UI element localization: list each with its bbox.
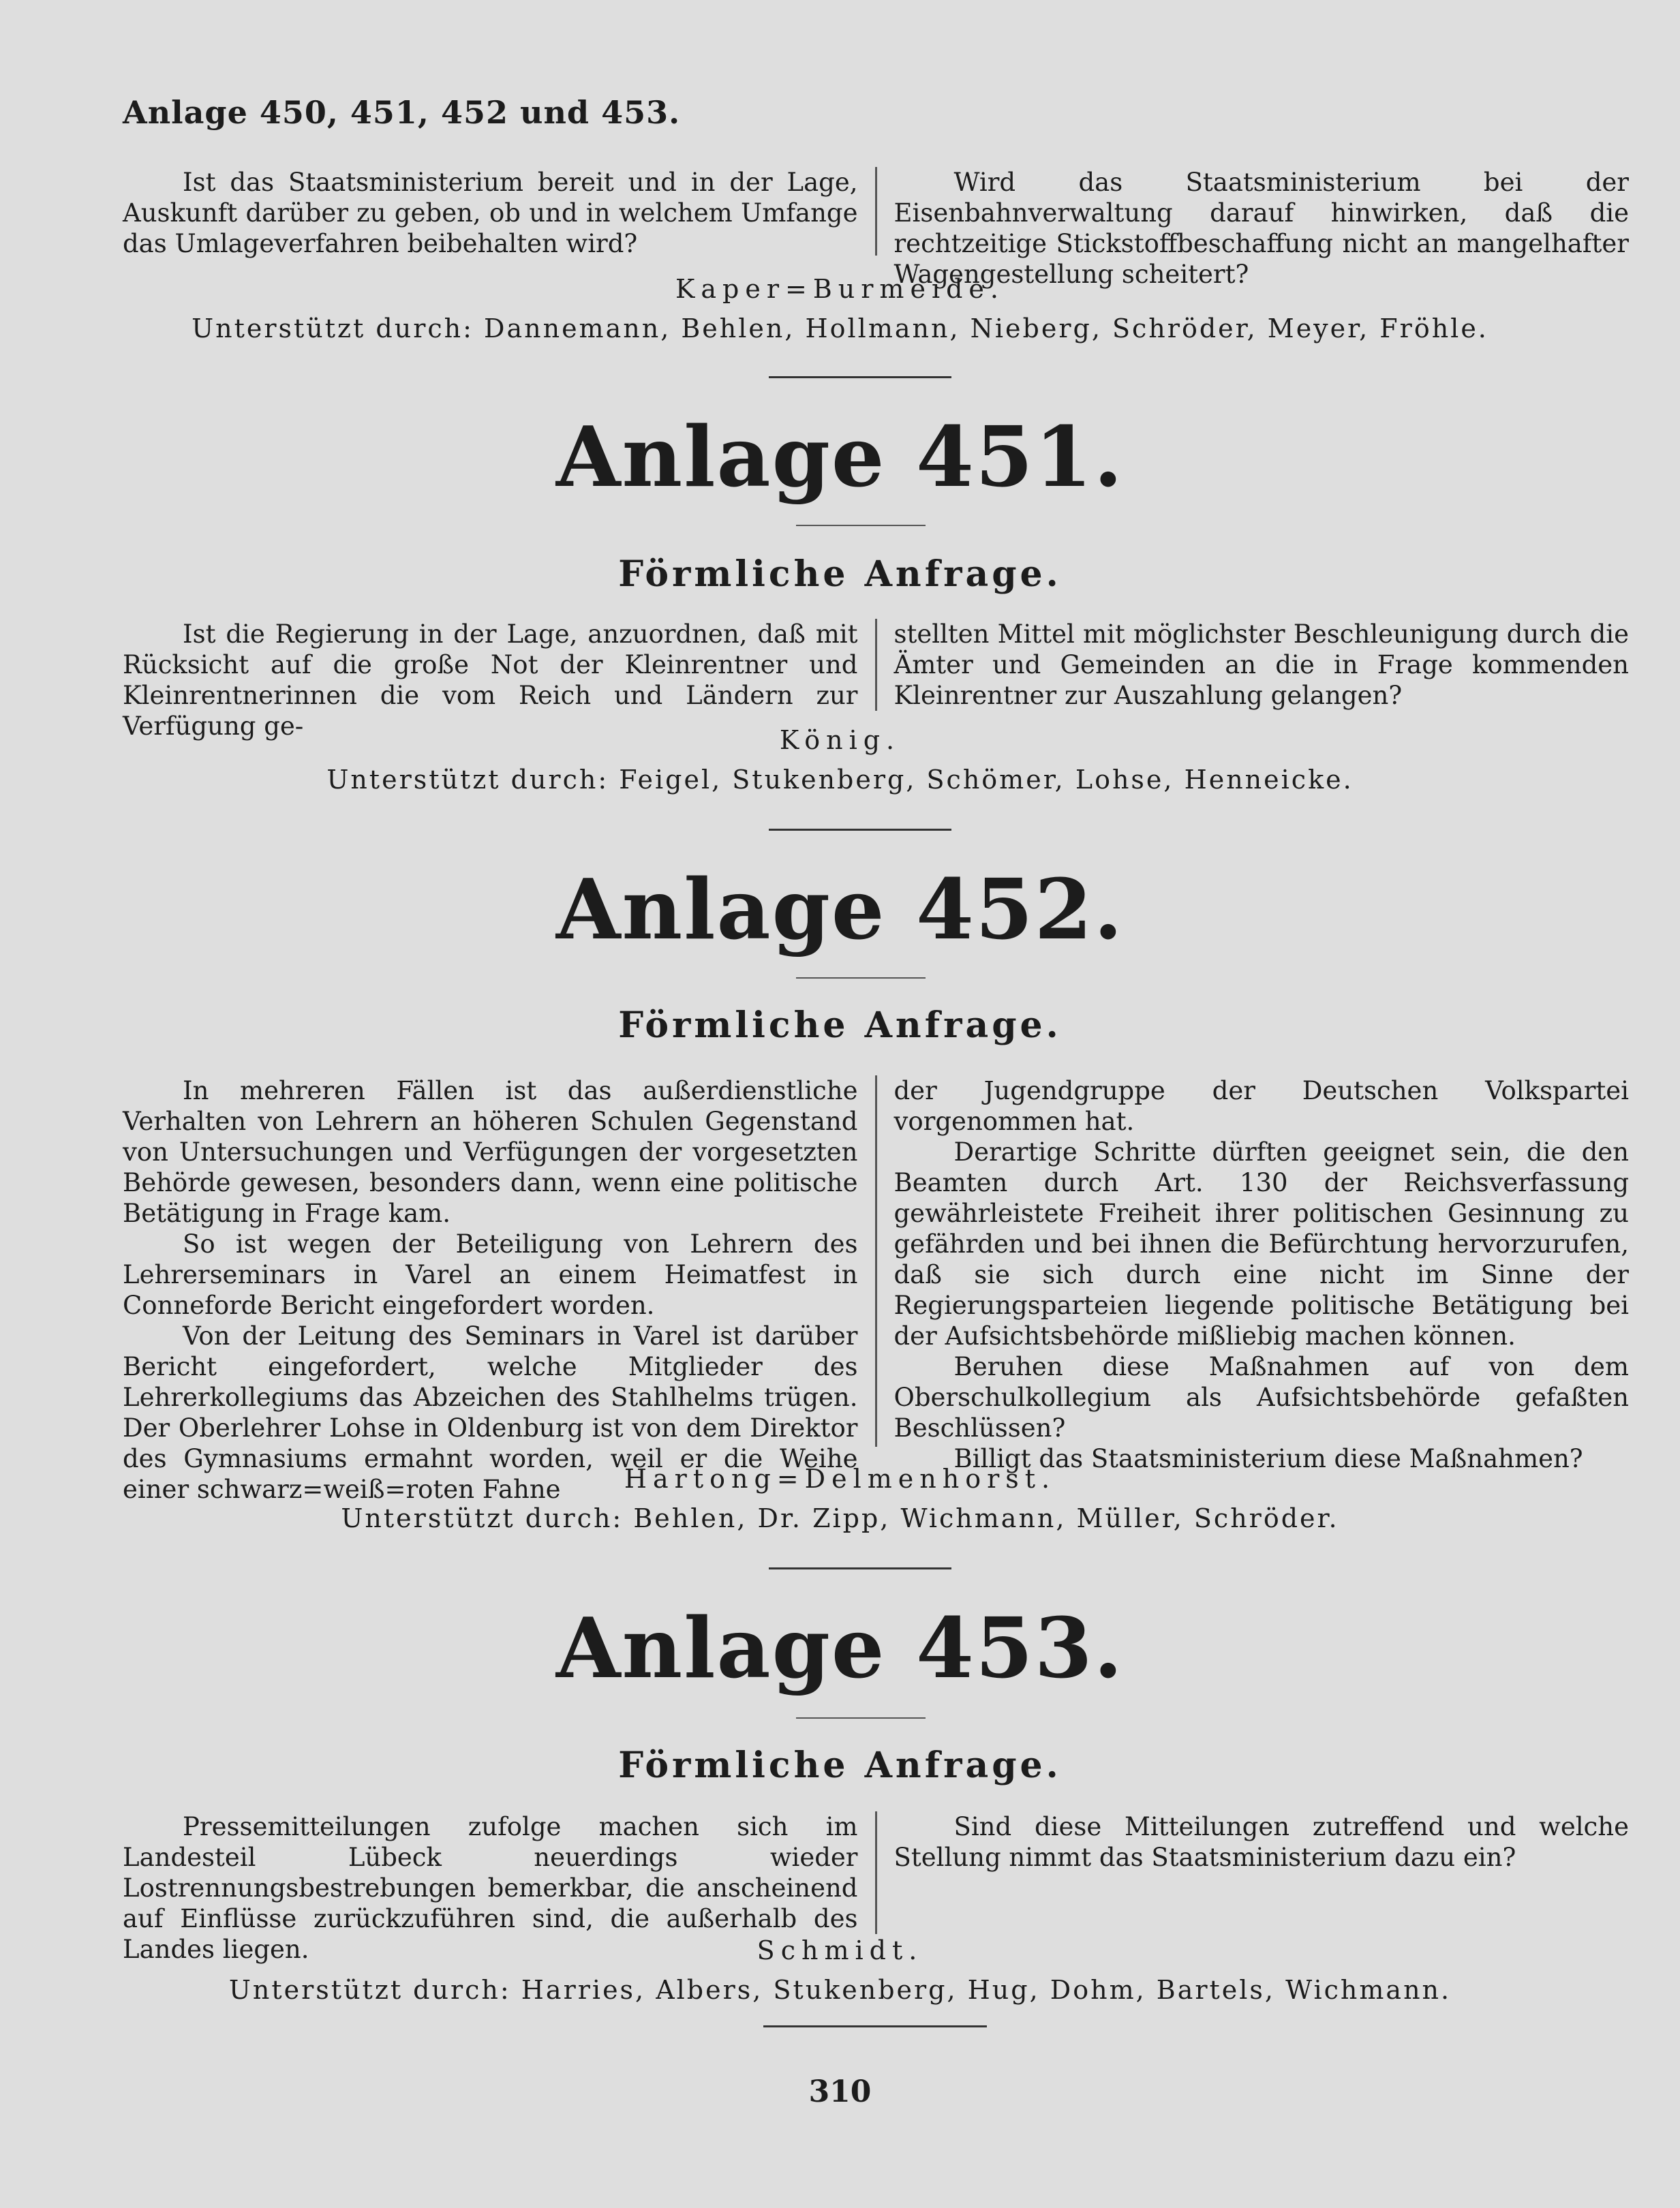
anlage-450-author: Kaper=Burmeide.: [675, 274, 1005, 304]
section-rule: [769, 376, 951, 378]
paragraph: Wird das Staatsministerium bei der Eisenbahnverwaltung darauf hinwirken, daß die rechtzeitige Stickstoffbeschaffung nicht an mangelhafter Wagengestellung scheitert?: [894, 168, 1629, 289]
paragraph: Ist das Staatsministerium bereit und in der Lage, Auskunft darüber zu geben, ob und in welchem Umfange das Umlageverfahren beibehalten wird?: [123, 168, 858, 258]
anlage-450-right-column: [877, 167, 1630, 290]
section-rule: [769, 829, 951, 831]
anlage-450-support: Unterstützt durch: Dannemann, Behlen, Hollmann, Nieberg, Schröder, Meyer, Fröhle.: [192, 313, 1488, 343]
title-rule: [796, 525, 926, 526]
anlage-453-subtitle: Förmliche Anfrage.: [618, 1745, 1062, 1786]
anlage-451-support: Unterstützt durch: Feigel, Stukenberg, Schömer, Lohse, Henneicke.: [326, 765, 1354, 795]
title-rule: [796, 977, 926, 979]
anlage-453-title: Anlage 453.: [555, 1599, 1125, 1697]
anlage-450-left-column: [123, 167, 875, 290]
anlage-452-subtitle: Förmliche Anfrage.: [618, 1005, 1062, 1046]
anlage-452-author: Hartong=Delmenhorst.: [624, 1464, 1056, 1494]
paragraph: stellten Mittel mit möglichster Beschleunigung durch die Ämter und Gemeinden an die in Frage kommenden Kleinrentner zur Auszahlung gelangen?: [894, 619, 1629, 710]
paragraph: Von der Leitung des Seminars in Varel ist darüber Bericht eingefordert, welche Mitglieder des Lehrerkollegiums das Abzeichen des Stahlhelms trügen. Der Oberlehrer Lohse in Oldenburg ist von dem Direktor des Gymnasiums ermahnt worden, weil er die Weihe einer schwarz=weiß=roten Fahne: [123, 1321, 858, 1504]
anlage-451-right-column: [877, 619, 1630, 741]
anlage-451-text: [123, 619, 1629, 741]
paragraph: Sind diese Mitteilungen zutreffend und welche Stellung nimmt das Staatsministerium dazu ein?: [894, 1812, 1629, 1872]
anlage-453-support: Unterstützt durch: Harries, Albers, Stukenberg, Hug, Dohm, Bartels, Wichmann.: [228, 1975, 1452, 2005]
anlage-452-text: [123, 1075, 1629, 1505]
anlage-452-support: Unterstützt durch: Behlen, Dr. Zipp, Wichmann, Müller, Schröder.: [341, 1503, 1339, 1533]
title-rule: [796, 1717, 926, 1719]
paragraph: In mehreren Fällen ist das außerdienstliche Verhalten von Lehrern an höheren Schulen Gegenstand von Untersuchungen und Verfügungen der vorgesetzten Behörde gewesen, besonders dann, wenn eine politische Betätigung in Frage kam.: [123, 1076, 858, 1228]
running-head: Anlage 450, 451, 452 und 453.: [123, 94, 681, 131]
paragraph: Ist die Regierung in der Lage, anzuordnen, daß mit Rücksicht auf die große Not der Kleinrentner und Kleinrentnerinnen die vom Reich und Ländern zur Verfügung ge-: [123, 619, 858, 741]
anlage-453-author: Schmidt.: [757, 1935, 923, 1965]
anlage-451-title: Anlage 451.: [555, 408, 1125, 506]
anlage-451-left-column: [123, 619, 875, 741]
section-rule: [763, 2025, 987, 2027]
paragraph: Derartige Schritte dürften geeignet sein, die den Beamten durch Art. 130 der Reichsverfassung gewährleistete Freiheit ihrer politischen Gesinnung zu gefährden und bei ihnen die Befürchtung hervorzurufen, daß sie sich durch eine nicht im Sinne der Regierungsparteien liegende politische Betätigung bei der Aufsichtsbehörde mißliebig machen können.: [894, 1137, 1629, 1351]
anlage-452-right-column: [877, 1075, 1630, 1505]
anlage-452-left-column: [123, 1075, 875, 1505]
anlage-451-author: König.: [779, 725, 901, 755]
paragraph: Pressemitteilungen zufolge machen sich im Landesteil Lübeck neuerdings wieder Lostrennungsbestrebungen bemerkbar, die anscheinend auf Einflüsse zurückzuführen sind, die außerhalb des Landes liegen.: [123, 1812, 858, 1964]
paragraph: Billigt das Staatsministerium diese Maßnahmen?: [953, 1444, 1583, 1473]
section-rule: [769, 1567, 951, 1569]
paragraph: So ist wegen der Beteiligung von Lehrern des Lehrerseminars in Varel an einem Heimatfest in Conneforde Bericht eingefordert worden.: [123, 1229, 858, 1320]
anlage-452-title: Anlage 452.: [555, 860, 1125, 958]
anlage-450-text: [123, 167, 1629, 290]
anlage-451-subtitle: Förmliche Anfrage.: [618, 553, 1062, 595]
paragraph: der Jugendgruppe der Deutschen Volkspartei vorgenommen hat.: [894, 1076, 1629, 1136]
paragraph: Beruhen diese Maßnahmen auf von dem Oberschulkollegium als Aufsichtsbehörde gefaßten Beschlüssen?: [894, 1352, 1629, 1443]
page-number: 310: [808, 2074, 872, 2109]
